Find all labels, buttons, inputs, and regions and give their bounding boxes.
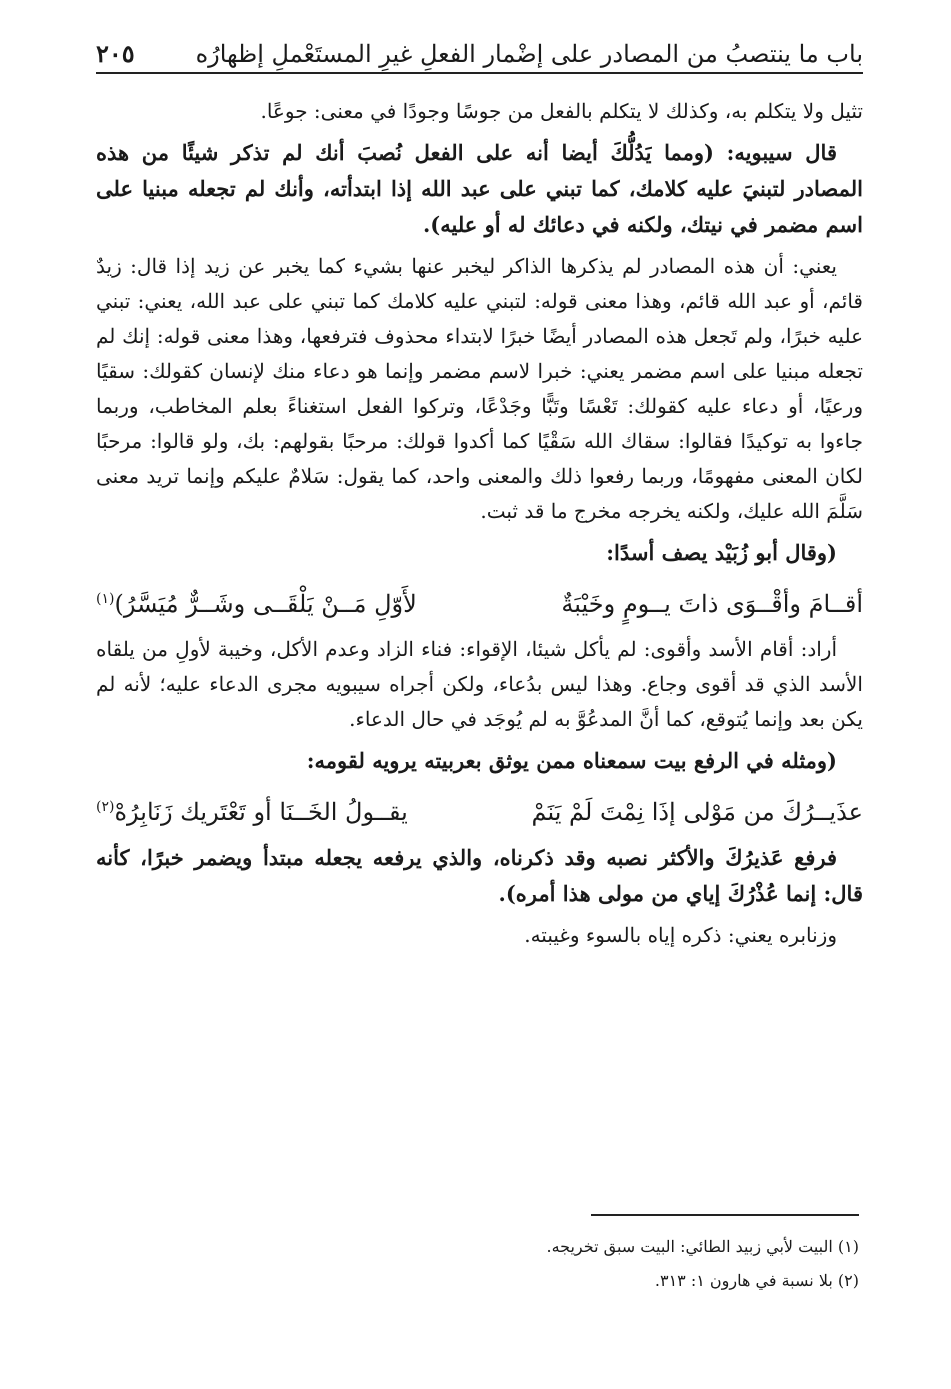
verse-intro-2: (ومثله في الرفع بيت سمعناه ممن يوثق بعربيته يرويه لقومه: <box>306 748 837 773</box>
verse-intro-1: (وقال أبو زُبَيْد يصف أسدًا: <box>606 540 837 565</box>
verse-1-second-text: لأَوّلِ مَــنْ يَلْقَــى وشَــرٌّ مُيَسَّرُ) <box>114 590 417 618</box>
sibawayh-quote-1: قال سيبويه: (ومما يَدُلُّكَ أيضا أنه على الفعل نُصبَ أنك لم تذكر شيئًا من هذه المصادر لتبنيَ عليه كلامك، كما تبني على عبد الله إذا ابتدأته، وأنك لم تجعله مبنيا على اسم مضمر في نيتك، ولكنه في دعائك له أو عليه). <box>96 140 863 237</box>
verse-2-second-text: يقــولُ الخَــنَا أو تَعْتَريك زَنَابِرُهْ <box>114 798 408 826</box>
verse-2 <box>96 785 863 834</box>
header-title: باب ما ينتصبُ من المصادر على إضْمار الفعلِ غيرِ المستَعْملِ إظهارُه <box>195 40 863 68</box>
verse-1 <box>96 577 863 626</box>
footnotes <box>96 1230 859 1298</box>
commentary-paragraph-2: أراد: أقام الأسد وأقوى: لم يأكل شيئا، الإقواء: فناء الزاد وعدم الأكل، وخيبة لأولِ من يلقاه الأسد الذي قد أقوى وجاع. وهذا ليس بدُعاء، ولكن أجراه سيبويه مجرى الدعاء عليه؛ لأنه لم يكن بعد وإنما يُتوقع، كما أنَّ المدعُوَّ به لم يُوجَد في حال الدعاء. <box>96 637 863 731</box>
verse-1-second-hemistich <box>96 577 417 626</box>
running-header <box>96 28 863 74</box>
footnote-divider <box>591 1214 859 1216</box>
verse-2-second-hemistich <box>96 785 408 834</box>
commentary-paragraph-1: يعني: أن هذه المصادر لم يذكرها الذاكر ليخبر عنها بشيء كما يخبر عن زيد إذا قال: زيدٌ قائم، أو عبد الله قائم، وهذا معنى قوله: لتبني عليه كلامك كما تبني على عبد الله، يعني: تبني عليه خبرًا، ولم تَجعل هذه المصادر أيضًا خبرًا لابتداء محذوف فترفعها، وهذا معنى قوله: إنك لم تجعله مبنيا على اسم مضمر يعني: خبرا لاسم مضمر وإنما هو دعاء منك لإنسان كقولك: سقيًا ورعيًا، أو دعاء عليه كقولك: تَعْسًا وتَبًّا وجَدْعًا، وتركوا الفعل استغناءً بعلم المخاطب، وربما جاءوا به توكيدًا فقالوا: سقاك الله سَقْيًا كما أكدوا قولك: مرحبًا بقولهم: بك، ولو قالوا: مرحبًا لكان المعنى مفهومًا، وربما رفعوا ذلك والمعنى واحد، كما يقول: سَلامٌ عليكم وإنما تريد معنى سَلَّمَ الله عليك، ولكنه يخرجه مخرج ما قد ثبت. <box>96 254 864 523</box>
verse-2-first-hemistich: عذَيــرُكَ من مَوْلى إذَا نِمْتَ لَمْ يَنَمْ <box>531 798 863 826</box>
footnote-ref-1: (١) <box>96 591 115 607</box>
body-text <box>96 94 863 959</box>
verse-1-first-hemistich: أقــامَ وأقْــوَى ذاتَ يــومٍ وخَيْبَةٌ <box>561 590 863 618</box>
commentary-paragraph-3: وزنابره يعني: ذكره إياه بالسوء وغيبته. <box>524 923 837 947</box>
sibawayh-quote-2: فرفع عَذيرُكَ والأكثر نصبه وقد ذكرناه، والذي يرفعه يجعله مبتدأ ويضمر خبرًا، كأنه قال: إنما عُذْرُكَ إياي من مولى هذا أمره). <box>96 845 863 906</box>
footnote-2: (٢) بلا نسبة في هارون ١: ٣١٣. <box>654 1271 859 1290</box>
page-number: ٢٠٥ <box>96 39 135 68</box>
footnote-ref-2: (٢) <box>96 799 115 815</box>
footnote-1: (١) البيت لأبي زبيد الطائي: البيت سبق تخريجه. <box>546 1237 859 1256</box>
paragraph-1: تثيل ولا يتكلم به، وكذلك لا يتكلم بالفعل من جوسًا وجودًا في معنى: جوعًا. <box>260 99 863 123</box>
